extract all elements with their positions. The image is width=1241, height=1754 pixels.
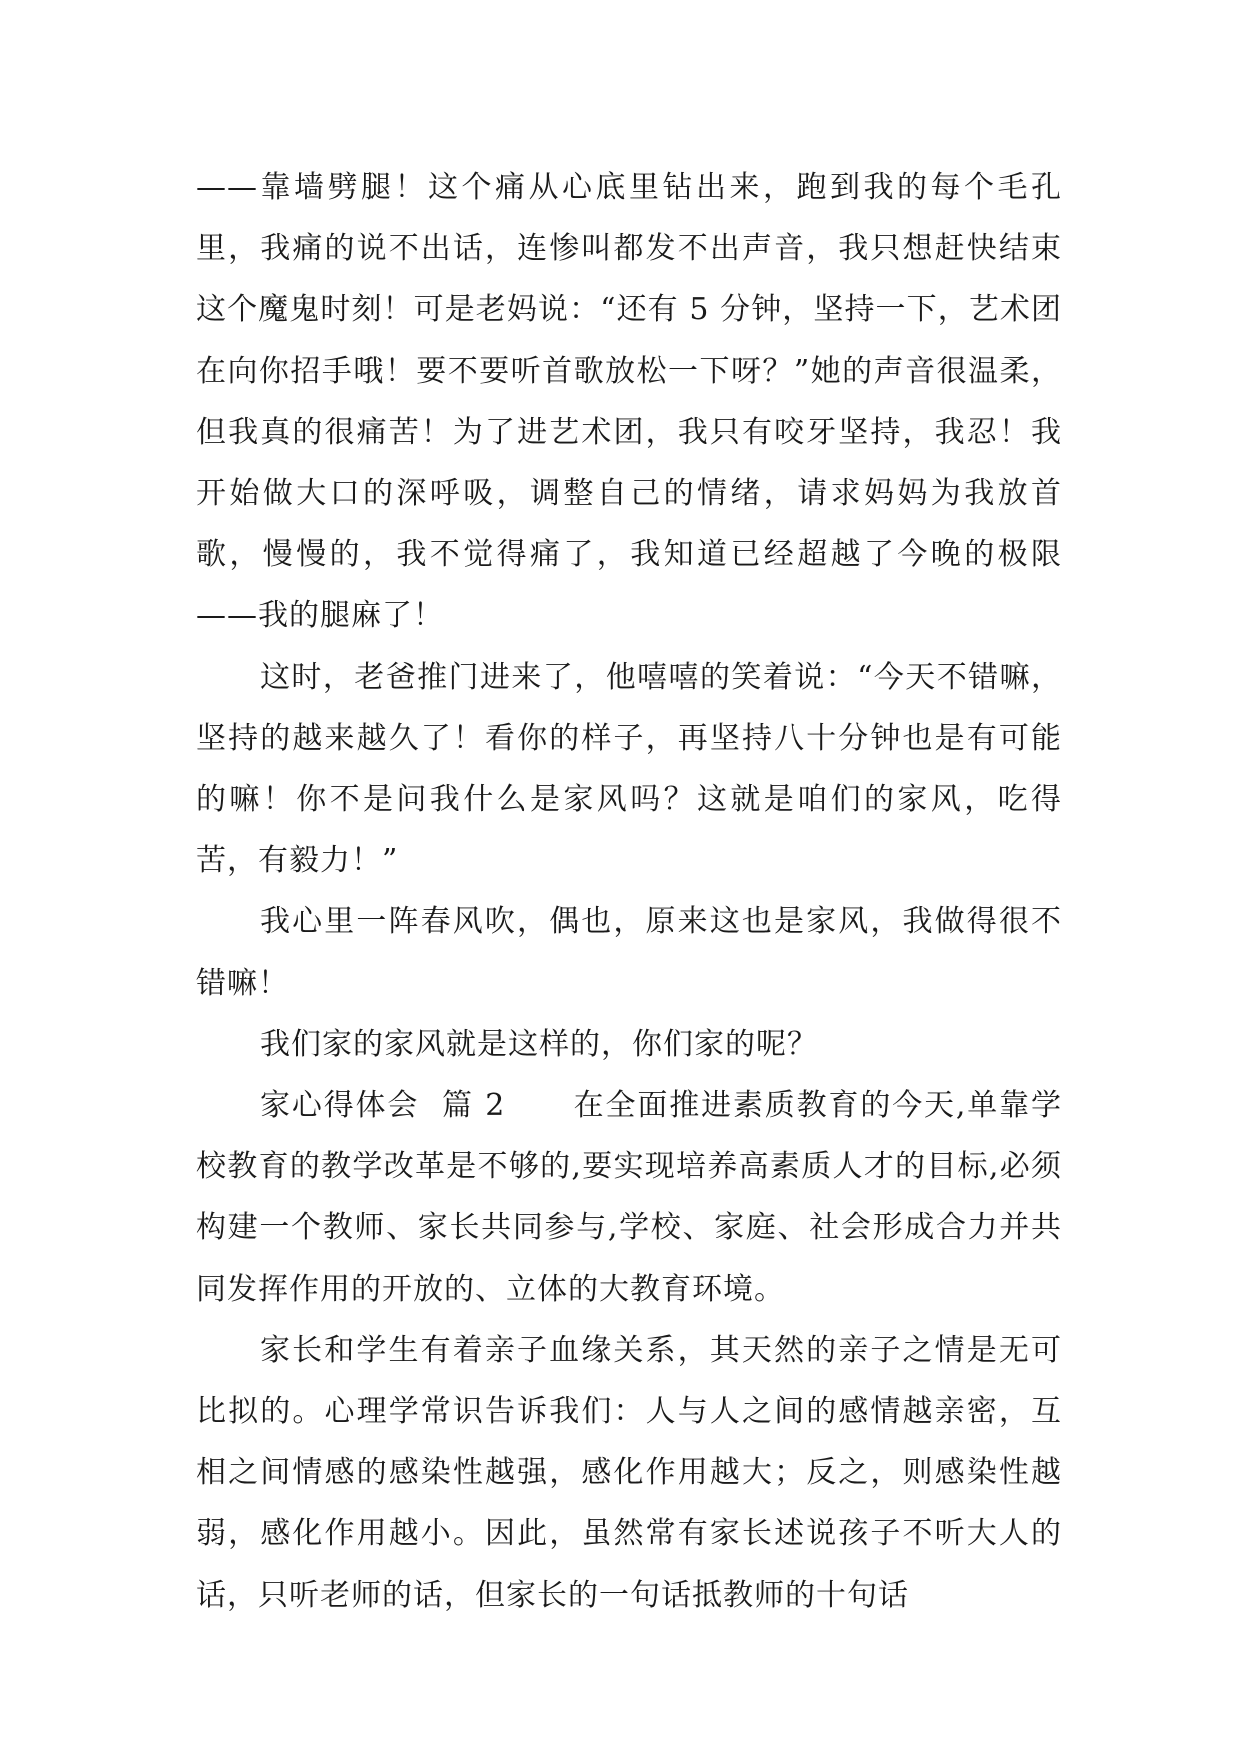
document-body (196, 157, 1062, 1626)
paragraph-1: ——靠墙劈腿！这个痛从心底里钻出来，跑到我的每个毛孔里，我痛的说不出话，连惨叫都发不出声音，我只想赶快结束这个魔鬼时刻！可是老妈说：“还有 5 分钟，坚持一下，艺术团在向你招手哦！要不要听首歌放松一下呀？”她的声音很温柔，但我真的很痛苦！为了进艺术团，我只有咬牙坚持，我忍！我开始做大口的深呼吸，调整自己的情绪，请求妈妈为我放首歌，慢慢的，我不觉得痛了，我知道已经超越了今晚的极限——我的腿麻了！ (196, 170, 1062, 634)
paragraph-2: 这时，老爸推门进来了，他嘻嘻的笑着说：“今天不错嘛，坚持的越来越久了！看你的样子，再坚持八十分钟也是有可能的嘛！你不是问我什么是家风吗？这就是咱们的家风，吃得苦，有毅力！” (196, 659, 1062, 879)
paragraph-4: 我们家的家风就是这样的，你们家的呢？ (260, 1026, 818, 1062)
paragraph-6: 家长和学生有着亲子血缘关系，其天然的亲子之情是无可比拟的。心理学常识告诉我们：人与人之间的感情越亲密，互相之间情感的感染性越强，感化作用越大；反之，则感染性越弱，感化作用越小。因此，虽然常有家长述说孩子不听大人的话，只听老师的话，但家长的一句话抵教师的十句话 (196, 1332, 1062, 1613)
paragraph-3: 我心里一阵春风吹，偶也，原来这也是家风，我做得很不错嘛！ (196, 904, 1062, 1001)
paragraph-5: 家心得体会 篇 2 在全面推进素质教育的今天,单靠学校教育的教学改革是不够的,要实现培养高素质人才的目标,必须构建一个教师、家长共同参与,学校、家庭、社会形成合力并共同发挥作用的开放的、立体的大教育环境。 (196, 1088, 1062, 1307)
